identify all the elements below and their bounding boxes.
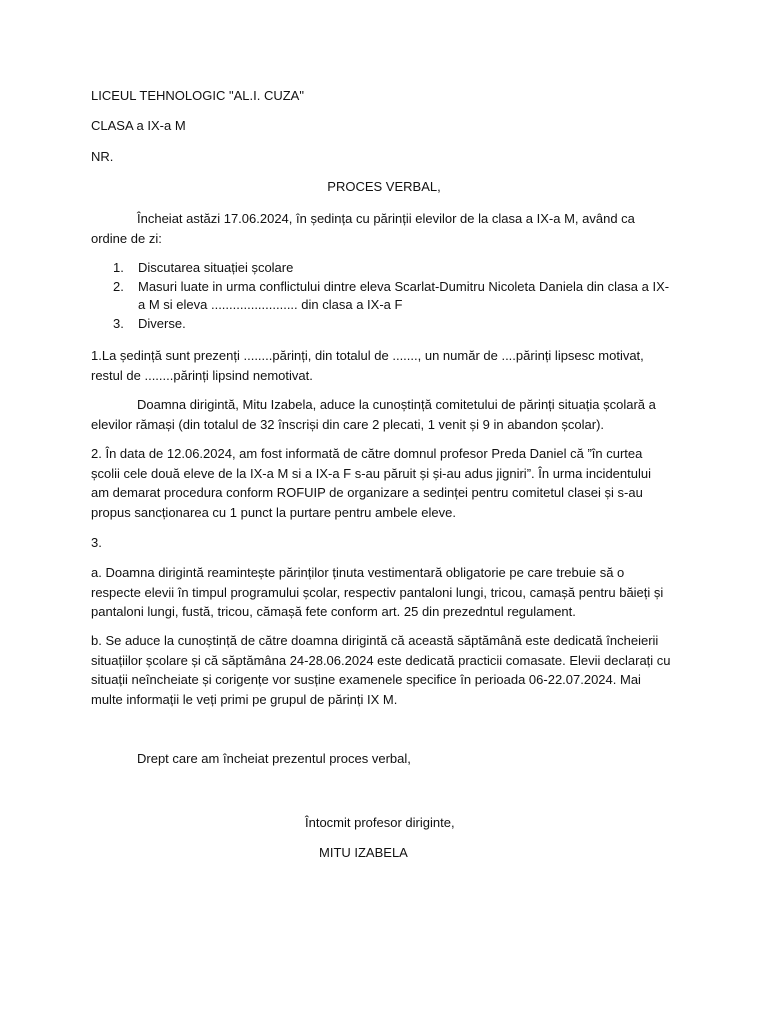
school-situation-paragraph: Doamna dirigintă, Mitu Izabela, aduce la cunoștință comitetului de părinți situația școlară a elevilor rămași (din totalul de 32 înscriși din care 2 plecati, 1 venit și 9 in abandon școlar). (91, 397, 656, 432)
signature-name: MITU IZABELA (319, 845, 408, 860)
school-closing-paragraph: b. Se aduce la cunoștință de către doamna dirigintă că această săptămână este dedicată încheierii situațiilor școlare și că săptămâna 24-28.06.2024 este dedicată practicii comasate. Elevii declarați cu situații neîncheiate și corigențe vor susține examenele specifice în perioada 06-22.07.2024. Mai multe informații le veți primi pe grupul de părinți IX M. (91, 633, 671, 707)
record-number: NR. (91, 149, 114, 164)
class-name: CLASA a IX-a M (91, 118, 186, 133)
agenda-list (91, 259, 671, 333)
signature-role: Întocmit profesor diriginte, (305, 815, 455, 830)
school-name: LICEUL TEHNOLOGIC "AL.I. CUZA" (91, 88, 304, 103)
document-title: PROCES VERBAL, (327, 179, 441, 194)
agenda-item-number: 1. (113, 260, 124, 275)
attendance-paragraph: 1.La ședință sunt prezenți ........părinți, din totalul de ......., un număr de ....părinți lipsesc motivat, restul de ........părinți lipsind nemotivat. (91, 348, 644, 383)
agenda-item-text: Diverse. (138, 315, 186, 331)
section-three-heading: 3. (91, 535, 102, 550)
intro-paragraph: Încheiat astăzi 17.06.2024, în ședința cu părinții elevilor de la clasa a IX-a M, având ca ordine de zi: (91, 211, 635, 246)
agenda-item (91, 259, 671, 278)
conflict-paragraph: 2. În data de 12.06.2024, am fost informată de către domnul profesor Preda Daniel că ”în curtea școlii cele două eleve de la IX-a M si a IX-a F s-au păruit și și-au adus jigniri”. În urma incidentului am demarat procedura conform ROFUIP de organizare a sedinței pentru comitetul clasei și s-au propus sancționarea cu 1 punct la purtare pentru ambele eleve. (91, 446, 651, 520)
agenda-item-number: 2. (113, 278, 124, 294)
dress-code-paragraph: a. Doamna dirigintă reamintește părinților ținuta vestimentară obligatorie pe care trebuie să o respecte elevii în timpul programului școlar, respectiv pantaloni lungi, tricou, camașă pentru băieți și pantaloni lungi, fustă, tricou, cămașă fete conform art. 25 din prezedntul regulament. (91, 565, 664, 619)
agenda-item-text: Discutarea situației școlare (138, 260, 294, 275)
agenda-item (91, 315, 671, 334)
closing-statement: Drept care am încheiat prezentul proces verbal, (137, 751, 411, 766)
agenda-item (91, 278, 671, 315)
agenda-item-text: Masuri luate in urma conflictului dintre eleva Scarlat-Dumitru Nicoleta Daniela din clasa a IX-a M si eleva ........................ din clasa a IX-a F (138, 278, 670, 312)
agenda-item-number: 3. (113, 315, 124, 331)
